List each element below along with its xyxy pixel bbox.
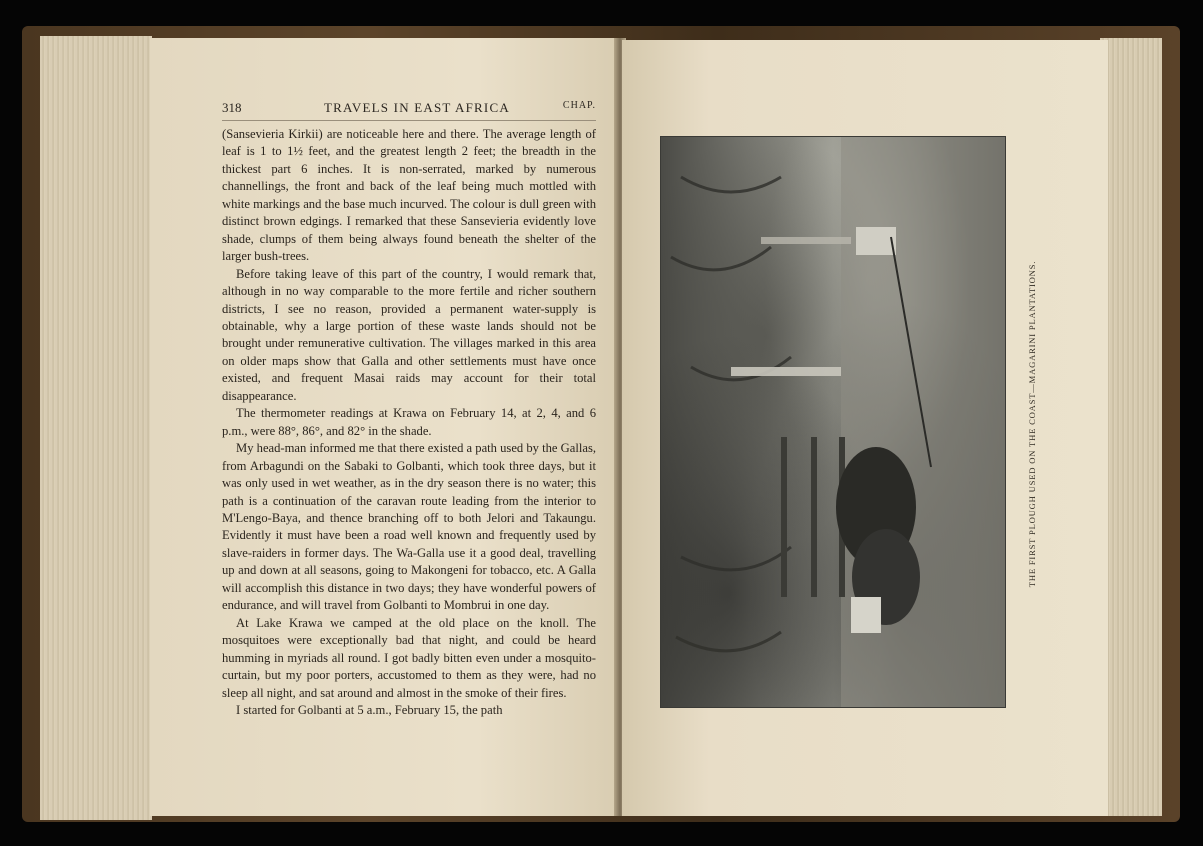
paragraph: (Sansevieria Kirkii) are noticeable here and there. The average length of leaf is 1 to 1½ feet, and the greatest length 2 feet; the breadth in the thickest part 6 inches. It is non-serrated, marked by numerous channellings, the front and back of the leaf being much mottled with white markings and the base much incurved. The colour is dull green with distinct brown edgings. I remarked that these Sansevieria evidently love shade, clumps of them being always found beneath the shelter of the larger bush-trees. <box>222 127 596 264</box>
running-head <box>222 100 596 118</box>
body-text <box>222 126 596 719</box>
page-edges-left <box>40 36 152 820</box>
paragraph: At Lake Krawa we camped at the old place on the knoll. The mosquitoes were exceptionally bad that night, and could be heard humming in myriads all round. I got badly bitten even under a mosquito-curtain, but my poor porters, accustomed to them as they were, had no sleep all night, and sat around and almost in the smoke of their fires. <box>222 615 596 700</box>
running-title: TRAVELS IN EAST AFRICA <box>324 100 510 115</box>
plough-photo-illustration <box>661 137 1005 707</box>
photo-plate <box>660 136 1006 708</box>
paragraph: The thermometer readings at Krawa on February 14, at 2, 4, and 6 p.m., were 88°, 86°, and 82° in the shade. <box>222 406 596 438</box>
page-edges-right <box>1100 38 1162 816</box>
page-number: 318 <box>222 100 242 115</box>
paragraph: I started for Golbanti at 5 a.m., February 15, the path <box>236 702 503 717</box>
chapter-label: CHAP. <box>562 100 596 111</box>
paragraph: Before taking leave of this part of the country, I would remark that, although in no way comparable to the more fertile and richer southern districts, I see no reason, provided a permanent water-supply is obtainable, why a large portion of these waste lands should not be brought under remunerative cultivation. The villages marked in this area on older maps show that Galla and other settlements must have once existed, and frequent Masai raids may account for their total disappearance. <box>222 266 596 403</box>
paragraph: My head-man informed me that there existed a path used by the Gallas, from Arbagundi on the Sabaki to Golbanti, which took three days, but it was only used in wet weather, as in the dry season there is no water; this path is a continuation of the caravan route leading from the interior to M'Lengo-Baya, and thence branching off to both Jelori and Takaungu. Evidently it must have been a road well known and frequently used by slave-raiders in former days. The Wa-Galla use it a good deal, travelling up and down at all seasons, going to Makongeni for tobacco, etc. A Galla will accomplish this distance in two days; they have wonderful powers of endurance, and will travel from Golbanti to Mombrui in one day. <box>222 441 596 613</box>
plate-caption-text: THE FIRST PLOUGH USED ON THE COAST—MAGARINI PLANTATIONS. <box>1027 260 1037 588</box>
header-rule <box>222 120 596 121</box>
